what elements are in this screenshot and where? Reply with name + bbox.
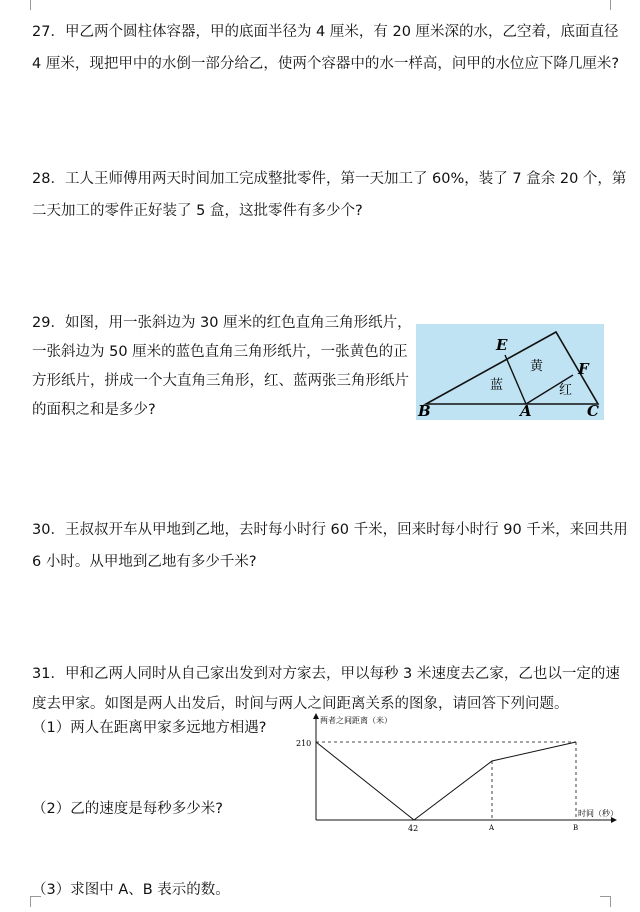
label-F: F: [578, 360, 589, 378]
label-A: A: [520, 402, 532, 420]
y-axis-arrow: [313, 713, 319, 719]
tick-x-A: A: [489, 824, 495, 832]
page-corner-mark: [600, 896, 611, 907]
label-B: B: [418, 402, 431, 420]
question-31-part-3: （3）求图中 A、B 表示的数。: [32, 882, 230, 898]
question-29: 29．如图，用一张斜边为 30 厘米的红色直角三角形纸片，一张斜边为 50 厘米的蓝色直角三角形纸片，一张黄色的正方形纸片，拼成一个大直角三角形，红、蓝两张三角形纸片的面积之和是多少?: [32, 315, 412, 418]
label-blue: 蓝: [490, 378, 504, 393]
figure-background: [416, 324, 604, 420]
question-27: 27．甲乙两个圆柱体容器，甲的底面半径为 4 厘米，有 20 厘米深的水，乙空着，底面直径 4 厘米，现把甲中的水倒一部分给乙，使两个容器中的水一样高，问甲的水位应下降几厘米?: [32, 24, 620, 72]
label-E: E: [496, 336, 508, 354]
question-28: 28．工人王师傅用两天时间加工完成整批零件，第一天加工了 60%，装了 7 盒余 20 个，第二天加工的零件正好装了 5 盒，这批零件有多少个?: [32, 171, 627, 219]
question-31-part-1: （1）两人在距离甲家多远地方相遇?: [32, 720, 267, 736]
page-corner-mark: [30, 0, 41, 10]
tick-x-42: 42: [408, 824, 419, 833]
tick-x-B: B: [573, 824, 579, 832]
y-axis-label: 两者之间距离（米）: [320, 716, 392, 725]
label-C: C: [587, 402, 599, 420]
label-red: 红: [559, 383, 573, 398]
question-31-part-2: （2）乙的速度是每秒多少米?: [32, 801, 223, 817]
question-31: 31．甲和乙两人同时从自己家出发到对方家去，甲以每秒 3 米速度去乙家，乙也以一定的速度去甲家。如图是两人出发后，时间与两人之间距离关系的图象，请回答下列问题。: [32, 666, 620, 712]
triangle-figure: [416, 324, 604, 420]
question-30: 30．王叔叔开车从甲地到乙地，去时每小时行 60 千米，回来时每小时行 90 千米，来回共用 6 小时。从甲地到乙地有多少千米?: [32, 522, 628, 570]
label-yellow: 黄: [530, 359, 544, 374]
distance-line: [316, 742, 576, 820]
tick-y-210: 210: [296, 739, 312, 748]
page-corner-mark: [600, 0, 611, 10]
x-axis-label: 时间（秒）: [578, 809, 618, 818]
distance-time-graph: [290, 712, 620, 840]
